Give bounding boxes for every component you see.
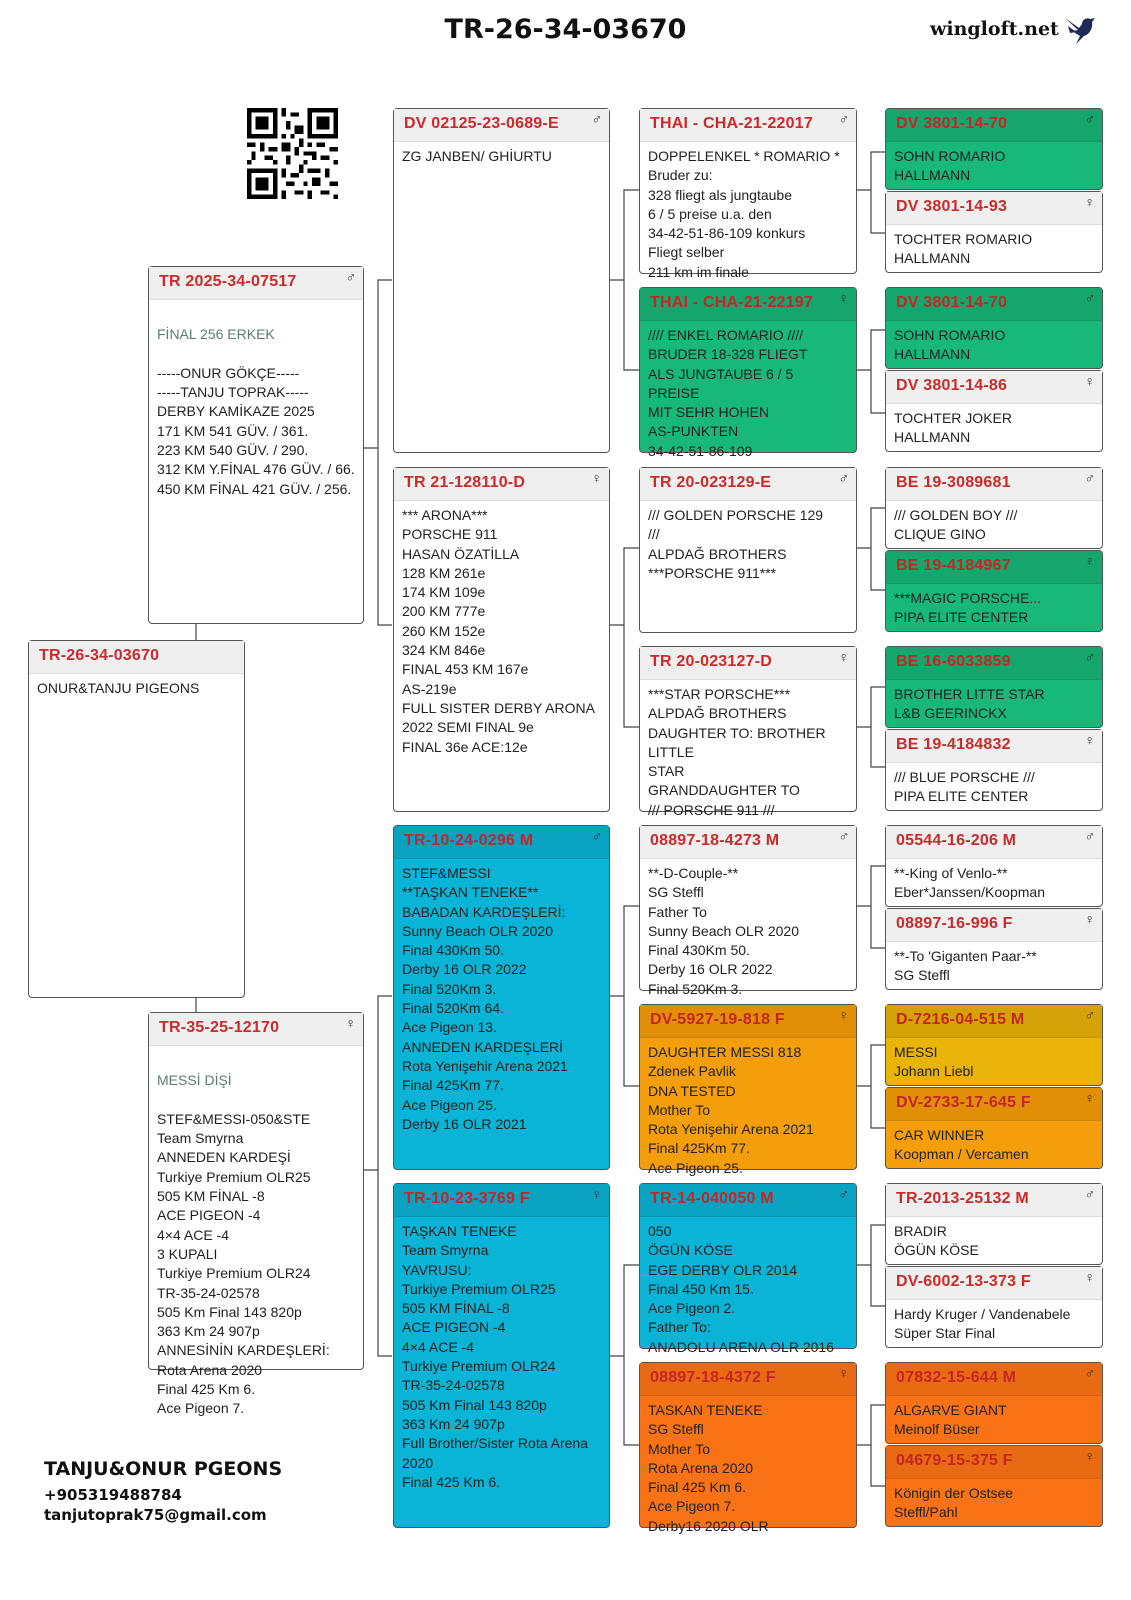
pigeon-notes: DAUGHTER MESSI 818 Zdenek Pavlik DNA TESTED Mother To Rota Yenişehir Arena 2021 Final 425Km 77. Ace Pigeon 25. [648,1044,814,1176]
gggp-card[interactable] [885,467,1103,549]
ring-number: TR-14-040050 M [650,1190,774,1207]
subject-card[interactable] [28,640,245,998]
ring-number: 05544-16-206 M [896,832,1017,849]
male-icon: ♂ [1084,1007,1095,1023]
pigeon-notes: **-To 'Giganten Paar-** SG Steffl [894,948,1037,984]
ring-number: D-7216-04-515 M [896,1011,1025,1028]
ring-number: BE 19-3089681 [896,474,1011,491]
pigeon-notes: **-D-Couple-** SG Steffl Father To Sunny Beach OLR 2020 Final 430Km 50. Derby 16 OLR 2022 Final 520Km 3. [648,865,799,997]
contact-footer [44,1458,282,1524]
female-icon: ♀ [1084,1269,1095,1285]
ring-number: 08897-18-4273 M [650,832,780,849]
ring-number: BE 16-6033859 [896,653,1011,670]
ring-number: DV-6002-13-373 F [896,1273,1031,1290]
qr-code-icon[interactable] [247,108,338,199]
pigeon-notes: CAR WINNER Koopman / Vercamen [894,1127,1029,1163]
pigeon-notes: MESSI Johann Liebl [894,1044,974,1080]
great-grandparent-card[interactable] [639,287,857,459]
female-icon: ♀ [1084,1090,1095,1106]
pigeon-notes: ***MAGIC PORSCHE... PIPA ELITE CENTER [894,590,1042,626]
gggp-card[interactable] [885,1445,1103,1527]
male-icon: ♂ [345,269,356,285]
dam-card[interactable] [148,1012,364,1417]
gggp-card[interactable] [885,191,1103,273]
pigeon-notes: TOCHTER ROMARIO HALLMANN [894,231,1033,267]
ring-number: DV 3801-14-70 [896,294,1008,311]
ring-number: DV 3801-14-86 [896,377,1008,394]
ring-number: THAI - CHA-21-22017 [650,115,813,132]
pigeon-notes: TASKAN TENEKE SG Steffl Mother To Rota Arena 2020 Final 425 Km 6. Ace Pigeon 7. Derby16 2020 OLR [648,1402,769,1534]
email-address[interactable]: tanjutoprak75@gmail.com [44,1506,267,1524]
great-grandparent-card[interactable] [639,467,857,633]
female-icon: ♀ [1084,553,1095,569]
grandparent-card[interactable] [393,467,610,812]
female-icon: ♀ [838,649,849,665]
male-icon: ♂ [1084,1186,1095,1202]
female-icon: ♀ [1084,373,1095,389]
gggp-card[interactable] [885,825,1103,907]
sire-notes: -----ONUR GÖKÇE----- -----TANJU TOPRAK----- DERBY KAMİKAZE 2025 171 KM 541 GÜV. / 361. 223 KM 540 GÜV. / 290. 312 KM Y.FİNAL 476 GÜV. / 66. 450 KM FİNAL 421 GÜV. / 256. [157,364,355,497]
ring-number: TR 20-023129-E [650,474,772,491]
gggp-card[interactable] [885,1004,1103,1086]
female-icon: ♀ [591,470,602,486]
ring-number: 08897-18-4372 F [650,1369,776,1386]
ring-number: DV 3801-14-93 [896,198,1008,215]
grandparent-card[interactable] [393,108,610,453]
pigeon-notes: BROTHER LITTE STAR L&B GEERINCKX [894,686,1045,722]
page-title: TR-26-34-03670 [444,14,687,45]
pigeon-notes: TOCHTER JOKER HALLMANN [894,410,1012,446]
ring-number: DV-5927-19-818 F [650,1011,785,1028]
ring-number: DV 02125-23-0689-E [404,115,559,132]
bird-logo-icon [1062,14,1096,48]
great-grandparent-card[interactable] [639,1362,857,1534]
dam-subtitle: MESSİ DİŞİ [157,1072,232,1089]
ring-number: 04679-15-375 F [896,1452,1013,1469]
ring-number: THAI - CHA-21-22197 [650,294,813,311]
gggp-card[interactable] [885,729,1103,811]
male-icon: ♂ [1084,828,1095,844]
sire-card[interactable] [148,266,364,624]
dam-ring: TR-35-25-12170 [159,1019,280,1036]
grandparent-card[interactable] [393,1183,610,1528]
female-icon: ♀ [838,290,849,306]
gggp-card[interactable] [885,108,1103,190]
ring-number: TR-10-23-3769 F [404,1190,530,1207]
female-icon: ♀ [591,1186,602,1202]
gggp-card[interactable] [885,550,1103,632]
male-icon: ♂ [1084,470,1095,486]
breeder-name: TANJU&ONUR PGEONS [44,1458,283,1480]
pigeon-notes: DOPPELENKEL * ROMARIO * Bruder zu: 328 fliegt als jungtaube 6 / 5 preise u.a. den 34-42-51-86-109 konkurs Fliegt selber 211 km im finale [648,148,840,280]
female-icon: ♀ [345,1015,356,1031]
gggp-card[interactable] [885,908,1103,990]
female-icon: ♀ [1084,732,1095,748]
pigeon-notes: Hardy Kruger / Vandenabele Süper Star Final [894,1306,1071,1342]
gggp-card[interactable] [885,1362,1103,1444]
pigeon-notes: **-King of Venlo-** Eber*Janssen/Koopman [894,865,1045,901]
great-grandparent-card[interactable] [639,108,857,280]
ring-number: TR 20-023127-D [650,653,772,670]
pigeon-notes: STEF&MESSI **TAŞKAN TENEKE** BABADAN KARDEŞLERİ: Sunny Beach OLR 2020 Final 430Km 50. Derby 16 OLR 2022 Final 520Km 3. Final 520Km 64. Ace Pigeon 13. ANNEDEN KARDEŞLERİ Rota Yenişehir Arena 2021 Final 425Km 77. Ace Pigeon 25. Derby 16 OLR 2021 [402,865,568,1132]
great-grandparent-card[interactable] [639,1183,857,1355]
great-grandparent-card[interactable] [639,1004,857,1176]
pigeon-notes: SOHN ROMARIO HALLMANN [894,148,1006,184]
subject-ring: TR-26-34-03670 [39,647,160,664]
sire-ring: TR 2025-34-07517 [159,273,297,290]
pigeon-notes: //// ENKEL ROMARIO //// BRUDER 18-328 FLIEGT ALS JUNGTAUBE 6 / 5 PREISE MIT SEHR HOHEN AS-PUNKTEN 34-42-51-86-109 [648,327,808,459]
ring-number: TR-2013-25132 M [896,1190,1029,1207]
male-icon: ♂ [1084,1365,1095,1381]
ring-number: DV 3801-14-70 [896,115,1008,132]
great-grandparent-card[interactable] [639,825,857,997]
grandparent-card[interactable] [393,825,610,1170]
great-grandparent-card[interactable] [639,646,857,818]
ring-number: 08897-16-996 F [896,915,1013,932]
pigeon-notes: Königin der Ostsee Steffl/Pahl [894,1485,1014,1521]
ring-number: BE 19-4184967 [896,557,1011,574]
female-icon: ♀ [1084,911,1095,927]
dam-notes: STEF&MESSI-050&STE Team Smyrna ANNEDEN KARDEŞİ Turkiye Premium OLR25 505 KM FİNAL -8 ACE PIGEON -4 4×4 ACE -4 3 KUPALI Turkiye Premium OLR24 TR-35-24-02578 505 Km Final 143 820p 363 Km 24 907p ANNESİNİN KARDEŞLERİ: Rota Arena 2020 Final 425 Km 6. Ace Pigeon 7. [157,1110,330,1417]
gggp-card[interactable] [885,646,1103,728]
ring-number: 07832-15-644 M [896,1369,1017,1386]
phone-number[interactable]: +905319488784 [44,1486,182,1504]
pigeon-notes: /// BLUE PORSCHE /// PIPA ELITE CENTER [894,769,1035,805]
male-icon: ♂ [838,470,849,486]
male-icon: ♂ [1084,111,1095,127]
pigeon-notes: ALGARVE GIANT Meinolf Büser [894,1402,1007,1438]
pigeon-notes: ZG JANBEN/ GHİURTU [402,148,552,164]
ring-number: TR 21-128110-D [404,474,526,491]
pigeon-notes: SOHN ROMARIO HALLMANN [894,327,1006,363]
pigeon-notes: /// GOLDEN PORSCHE 129 /// ALPDAĞ BROTHERS ***PORSCHE 911*** [648,507,824,581]
pigeon-notes: *** ARONA*** PORSCHE 911 HASAN ÖZATİLLA 128 KM 261e 174 KM 109e 200 KM 777e 260 KM 152e 324 KM 846e FINAL 453 KM 167e AS-219e FULL SISTER DERBY ARONA 2022 SEMI FINAL 9e FINAL 36e ACE:12e [402,507,595,755]
gggp-card[interactable] [885,287,1103,369]
pigeon-notes: BRADIR ÖGÜN KÖSE [894,1223,979,1259]
male-icon: ♂ [838,1186,849,1202]
male-icon: ♂ [591,111,602,127]
pigeon-notes: /// GOLDEN BOY /// CLIQUE GINO [894,507,1018,543]
male-icon: ♂ [591,828,602,844]
pigeon-notes: TAŞKAN TENEKE Team Smyrna YAVRUSU: Turkiye Premium OLR25 505 KM FİNAL -8 ACE PIGEON -4 4×4 ACE -4 Turkiye Premium OLR24 TR-35-24-02578 505 Km Final 143 820p 363 Km 24 907p Full Brother/Sister Rota Arena 2020 Final 425 Km 6. [402,1223,588,1490]
gggp-card[interactable] [885,1183,1103,1265]
male-icon: ♂ [1084,290,1095,306]
gggp-card[interactable] [885,370,1103,452]
female-icon: ♀ [1084,1448,1095,1464]
ring-number: BE 19-4184832 [896,736,1011,753]
pigeon-notes: ***STAR PORSCHE*** ALPDAĞ BROTHERS DAUGHTER TO: BROTHER LITTLE STAR GRANDDAUGHTER TO /// PORSCHE 911 /// [648,686,826,818]
pigeon-notes: 050 ÖGÜN KÖSE EGE DERBY OLR 2014 Final 450 Km 15. Ace Pigeon 2. Father To: ANADOLU ARENA OLR 2016 [648,1223,834,1355]
sire-subtitle: FİNAL 256 ERKEK [157,326,275,343]
subject-owner: ONUR&TANJU PIGEONS [37,680,200,696]
male-icon: ♂ [1084,649,1095,665]
ring-number: TR-10-24-0296 M [404,832,534,849]
gggp-card[interactable] [885,1087,1103,1169]
female-icon: ♀ [1084,194,1095,210]
brand-name[interactable]: wingloft.net [930,18,1059,40]
female-icon: ♀ [838,1365,849,1381]
female-icon: ♀ [838,1007,849,1023]
male-icon: ♂ [838,828,849,844]
ring-number: DV-2733-17-645 F [896,1094,1031,1111]
male-icon: ♂ [838,111,849,127]
gggp-card[interactable] [885,1266,1103,1348]
